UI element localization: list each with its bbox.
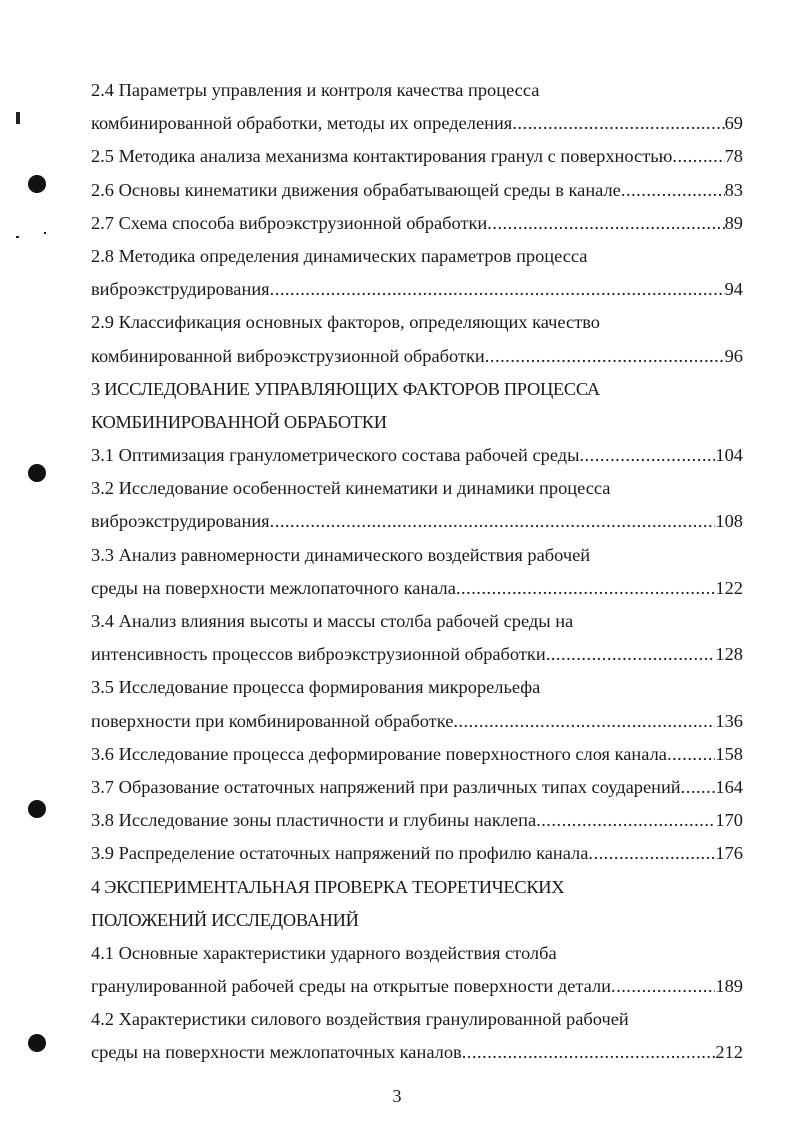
toc-line [91,572,743,605]
toc-line [91,140,743,173]
toc-entry-text: КОМБИНИРОВАННОЙ ОБРАБОТКИ [91,411,387,432]
toc-page-number: 176 [715,843,743,864]
binder-hole-icon [28,175,46,193]
toc-line [91,638,743,671]
table-of-contents [91,74,743,1070]
toc-line [91,605,743,638]
toc-line [91,340,743,373]
toc-page-number: 122 [715,577,743,598]
toc-entry-text: 2.5 Методика анализа механизма контактирования гранул с поверхностью [91,146,673,167]
toc-entry-text: ПОЛОЖЕНИЙ ИССЛЕДОВАНИЙ [91,909,359,930]
toc-line [91,970,743,1003]
toc-entry-text: поверхности при комбинированной обработке [91,710,454,731]
toc-entry-text: комбинированной виброэкструзионной обработки [91,345,485,366]
dot-leader [672,140,724,173]
toc-page-number: 94 [724,279,743,300]
dot-leader [546,638,716,671]
toc-line [91,671,743,704]
toc-chapter-heading [91,406,743,439]
toc-entry-text: 3.9 Распределение остаточных напряжений по профилю канала [91,843,589,864]
toc-line [91,705,743,738]
toc-line [91,240,743,273]
toc-page-number: 170 [715,810,743,831]
toc-page-number: 69 [724,113,743,134]
toc-line [91,439,743,472]
scan-mark [44,232,46,234]
binder-hole-icon [28,800,46,818]
toc-page-number: 158 [715,743,743,764]
toc-line [91,837,743,870]
toc-entry-text: виброэкструдирования [91,279,270,300]
toc-entry-text: 4.2 Характеристики силового воздействия гранулированной рабочей [91,1009,629,1030]
toc-entry-text: 3.4 Анализ влияния высоты и массы столба рабочей среды на [91,611,574,631]
toc-entry-text: 3.8 Исследование зоны пластичности и глубины наклепа [91,810,537,831]
dot-leader [681,771,716,804]
toc-line [91,174,743,207]
toc-entry-text: 3.7 Образование остаточных напряжений при различных типах соударений [91,776,681,797]
toc-entry-text: 3.1 Оптимизация гранулометрического состава рабочей среды [91,445,580,466]
toc-line [91,74,743,107]
binder-hole-icon [28,1034,46,1052]
toc-page-number: 189 [715,976,743,997]
toc-entry-text: 2.4 Параметры управления и контроля качества процесса [91,80,540,100]
toc-line [91,804,743,837]
dot-leader [456,572,716,605]
dot-leader [667,738,715,771]
toc-line [91,273,743,306]
toc-chapter-heading [91,871,743,904]
toc-entry-text: 3.2 Исследование особенностей кинематики и динамики процесса [91,478,611,499]
binder-hole-icon [28,464,46,482]
toc-entry-text: 3.6 Исследование процесса деформирование поверхностного слоя канала [91,743,667,764]
toc-entry-text: 4 ЭКСПЕРИМЕНТАЛЬНАЯ ПРОВЕРКА ТЕОРЕТИЧЕСКИХ [91,876,565,897]
toc-line [91,738,743,771]
toc-line [91,937,743,970]
dot-leader [270,505,716,538]
toc-entry-text: 3 ИССЛЕДОВАНИЕ УПРАВЛЯЮЩИХ ФАКТОРОВ ПРОЦЕССА [91,378,600,399]
toc-chapter-heading [91,373,743,406]
dot-leader [621,174,725,207]
dot-leader [611,970,715,1003]
dot-leader [270,273,725,306]
toc-line [91,1036,743,1069]
toc-line [91,771,743,804]
toc-entry-text: среды на поверхности межлопаточного канала [91,577,456,598]
toc-entry-text: 2.9 Классификация основных факторов, определяющих качество [91,312,600,333]
dot-leader [579,439,715,472]
toc-entry-text: виброэкструдирования [91,511,270,532]
toc-page-number: 89 [724,212,743,233]
toc-page-number: 83 [724,179,743,200]
page-number: 3 [392,1086,402,1106]
toc-entry-text: гранулированной рабочей среды на открытые поверхности детали [91,976,611,997]
toc-entry-text: интенсивность процессов виброэкструзионной обработки [91,644,546,665]
toc-line [91,472,743,505]
toc-entry-text: комбинированной обработки, методы их определения [91,113,513,134]
toc-page-number: 78 [724,146,743,167]
dot-leader [536,804,715,837]
toc-chapter-heading [91,904,743,937]
toc-page-number: 212 [715,1042,743,1063]
toc-line [91,207,743,240]
scan-mark [16,236,19,238]
toc-entry-text: 2.6 Основы кинематики движения обрабатывающей среды в канале [91,179,621,200]
toc-line [91,306,743,339]
dot-leader [453,705,715,738]
toc-entry-text: 2.7 Схема способа виброэкструзионной обработки [91,212,488,233]
dot-leader [462,1036,716,1069]
dot-leader [512,107,724,140]
toc-line [91,107,743,140]
toc-entry-text: 4.1 Основные характеристики ударного воздействия столба [91,942,557,963]
toc-line [91,1003,743,1036]
toc-line [91,539,743,572]
toc-entry-text: среды на поверхности межлопаточных каналов [91,1042,462,1063]
dot-leader [485,340,725,373]
toc-entry-text: 2.8 Методика определения динамических параметров процесса [91,245,588,266]
toc-entry-text: 3.5 Исследование процесса формирования микрорельефа [91,677,541,698]
dot-leader [588,837,715,870]
toc-page-number: 108 [715,511,743,532]
toc-page-number: 164 [715,776,743,797]
toc-page-number: 96 [724,345,743,366]
toc-page-number: 104 [715,445,743,466]
scan-mark [16,112,20,124]
toc-page-number: 128 [715,644,743,665]
toc-entry-text: 3.3 Анализ равномерности динамического воздействия рабочей [91,544,591,565]
toc-line [91,505,743,538]
toc-page-number: 136 [715,710,743,731]
dot-leader [487,207,724,240]
